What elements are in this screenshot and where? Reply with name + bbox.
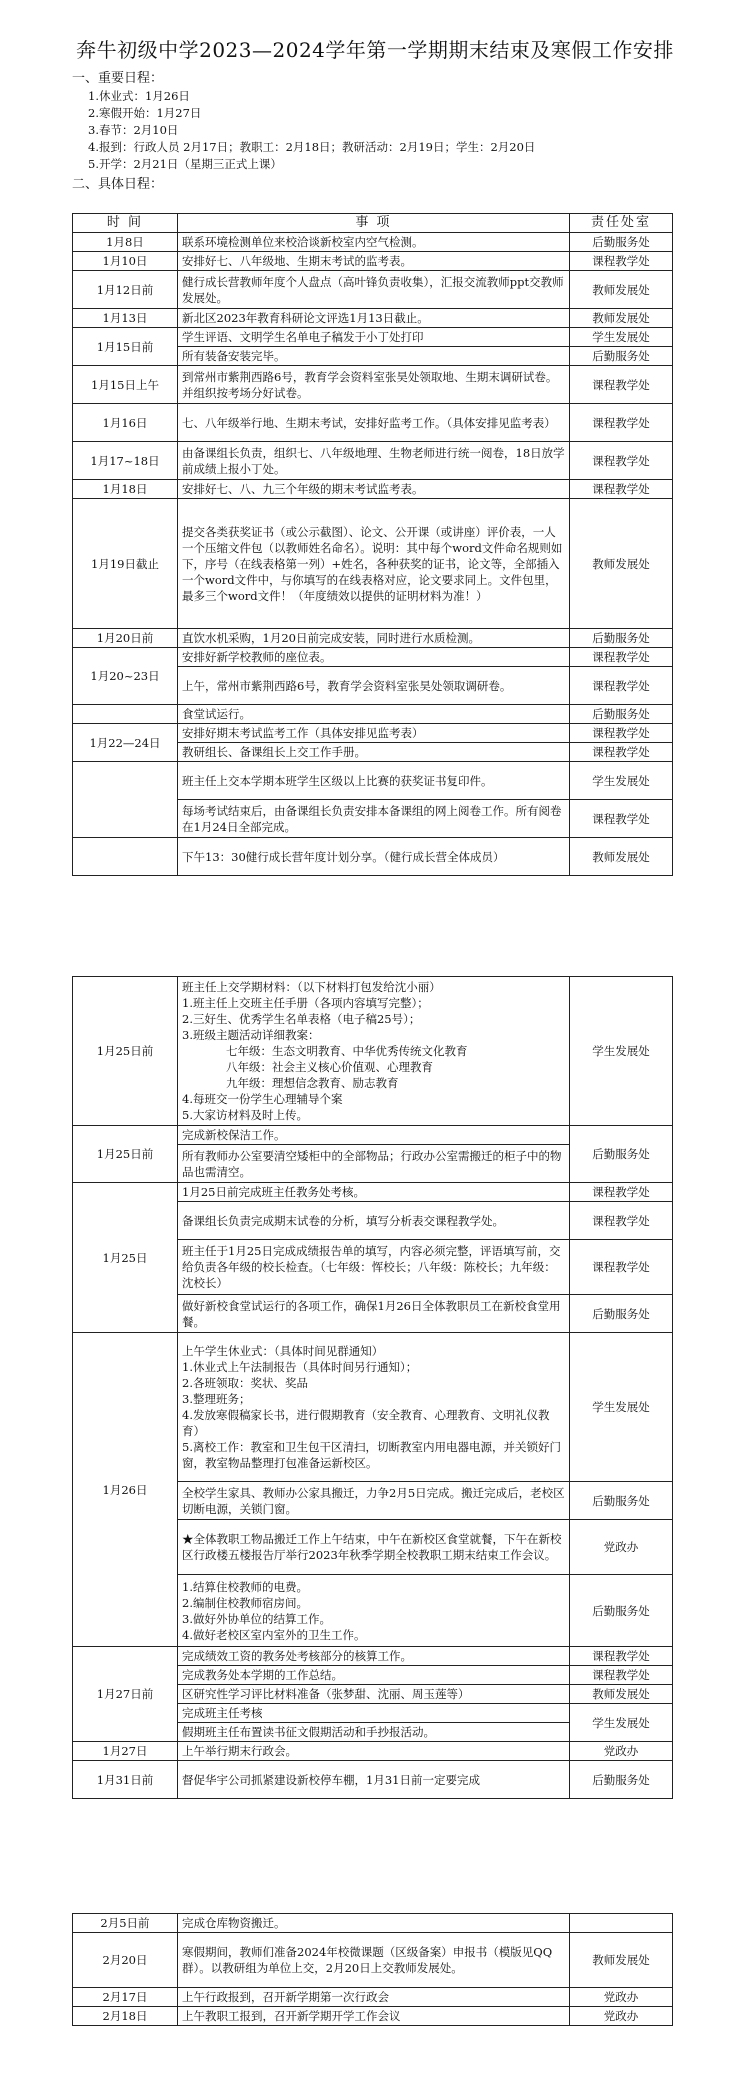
- schedule-item: 1.休业式：1月26日: [88, 89, 190, 103]
- row-dept: 学生发展处: [570, 1704, 673, 1742]
- row-time: 1月20~23日: [73, 648, 178, 705]
- item-line: 完成班主任考核: [182, 1706, 263, 1720]
- table-row: [73, 499, 673, 629]
- item-line: 完成仓库物资搬迁。: [182, 1916, 286, 1930]
- row-dept: 教师发展处: [570, 838, 673, 876]
- item-line: 班主任上交学期材料：（以下材料打包发给沈小丽）: [182, 980, 441, 994]
- item-line: 1月25日前完成班主任教务处考核。: [182, 1185, 365, 1199]
- row-time: 1月22—24日: [73, 724, 178, 762]
- item-line: 每场考试结束后，由备课组长负责安排本备课组的网上阅卷工作。所有阅卷在1月24日全部完成。: [182, 803, 562, 834]
- item-line: 七年级：生态文明教育、中华优秀传统文化教育: [226, 1044, 468, 1058]
- row-dept: 课程教学处: [570, 1202, 673, 1240]
- row-dept: 后勤服务处: [570, 1575, 673, 1647]
- item-line: 4.每班交一份学生心理辅导个案: [182, 1092, 343, 1106]
- item-line: 上午，常州市紫荆西路6号，教育学会资料室张昊处领取调研卷。: [182, 678, 512, 693]
- row-item: [178, 1988, 570, 2007]
- item-line: 2.各班领取：奖状、奖品: [182, 1376, 308, 1390]
- row-time: [73, 838, 178, 876]
- row-item: [178, 366, 570, 404]
- item-line: 上午教职工报到，召开新学期开学工作会议: [182, 2009, 401, 2023]
- table-row: [73, 480, 673, 499]
- item-line: 2.三好生、优秀学生名单表格（电子稿25号）；: [182, 1012, 421, 1026]
- row-time: [73, 762, 178, 838]
- item-line: 七、八年级举行地、生期末考试，安排好监考工作。（具体安排见监考表）: [182, 415, 556, 430]
- row-item: [178, 1333, 570, 1482]
- row-item: [178, 724, 570, 743]
- item-line: 教研组长、备课组长上交工作手册。: [182, 745, 366, 759]
- row-dept: 后勤服务处: [570, 629, 673, 648]
- row-item: [178, 480, 570, 499]
- table-row: [73, 404, 673, 442]
- item-line: 3.做好外协单位的结算工作。: [182, 1611, 331, 1626]
- row-dept: 课程教学处: [570, 480, 673, 499]
- row-dept: 教师发展处: [570, 271, 673, 309]
- row-item: [178, 1761, 570, 1799]
- row-item: [178, 1482, 570, 1520]
- table-header-row: [73, 214, 673, 233]
- item-line: 班主任于1月25日完成成绩报告单的填写，内容必须完整，评语填写前，交给负责各年级的校长检查。（七年级：恽校长；八年级：陈校长；九年级：沈校长）: [182, 1244, 561, 1290]
- row-time: 2月20日: [73, 1933, 178, 1988]
- row-dept: 党政办: [570, 1742, 673, 1761]
- item-line: 4.做好老校区室内室外的卫生工作。: [182, 1627, 366, 1642]
- row-item: [178, 1520, 570, 1575]
- table-row: [73, 366, 673, 404]
- row-item: [178, 1202, 570, 1240]
- row-item: [178, 1240, 570, 1295]
- item-line: 直饮水机采购，1月20日前完成安装，同时进行水质检测。: [182, 631, 480, 645]
- table-row: [73, 252, 673, 271]
- item-line: 健行成长营教师年度个人盘点（高叶锋负责收集），汇报交流教师ppt交教师发展处。: [182, 274, 564, 305]
- row-item: [178, 2007, 570, 2026]
- row-dept: [570, 1914, 673, 1933]
- row-item: [178, 309, 570, 328]
- table-row: [73, 271, 673, 309]
- row-dept: 课程教学处: [570, 667, 673, 705]
- row-dept: 后勤服务处: [570, 233, 673, 252]
- table-row: [73, 1914, 673, 1933]
- item-line: 九年级：理想信念教育、励志教育: [226, 1076, 399, 1090]
- item-line: 寒假期间，教师们准备2024年校微课题（区级备案）申报书（模版见QQ群）。以教研组为单位上交，2月20日上交教师发展处。: [182, 1945, 553, 1975]
- row-dept: 教师发展处: [570, 1685, 673, 1704]
- row-item: [178, 1145, 570, 1183]
- item-line: 食堂试运行。: [182, 707, 251, 721]
- row-item: [178, 1183, 570, 1202]
- row-dept: 课程教学处: [570, 1666, 673, 1685]
- table-row: [73, 629, 673, 648]
- row-dept: 教师发展处: [570, 499, 673, 629]
- item-line: 4.发放寒假稿家长书，进行假期教育（安全教育、心理教育、文明礼仪教育）: [182, 1408, 550, 1438]
- row-dept: 课程教学处: [570, 366, 673, 404]
- row-time: 1月17~18日: [73, 442, 178, 480]
- row-dept: 后勤服务处: [570, 1761, 673, 1799]
- table-row: [73, 1333, 673, 1482]
- row-item: [178, 800, 570, 838]
- item-line: 下午13：30健行成长营年度计划分享。（健行成长营全体成员）: [182, 849, 505, 864]
- row-dept: 课程教学处: [570, 404, 673, 442]
- header-time: 时 间: [73, 214, 178, 233]
- row-dept: 学生发展处: [570, 1333, 673, 1482]
- item-line: ★全体教职工物品搬迁工作上午结束，中午在新校区食堂就餐，下午在新校区行政楼五楼报告厅举行2023年秋季学期全校教职工期末结束工作会议。: [182, 1532, 562, 1562]
- schedule-item: 3.春节：2月10日: [88, 123, 179, 137]
- table-row: [73, 2007, 673, 2026]
- row-item: [178, 442, 570, 480]
- row-item: [178, 252, 570, 271]
- row-item: [178, 977, 570, 1126]
- item-line: 提交各类获奖证书（或公示截图）、论文、公开课（或讲座）评价表，一人一个压缩文件包（以教师姓名命名）。说明：其中每个word文件命名规则如下，序号（在线表格第一列）+姓名，各种获奖的证书，论文等，全部插入一个word文件中，与你填写的在线表格对应，论文要求同上。文件包里，最多三个word文件！（年度绩效以提供的证明材料为准！）: [182, 524, 563, 603]
- document-title: 奔牛初级中学2023—2024学年第一学期期末结束及寒假工作安排: [76, 38, 674, 62]
- row-item: [178, 1933, 570, 1988]
- table-row: [73, 1761, 673, 1799]
- table-row: [73, 705, 673, 724]
- section-heading-important-dates: 一、重要日程：: [72, 71, 164, 86]
- item-line: 八年级：社会主义核心价值观、心理教育: [226, 1060, 433, 1074]
- item-line: 5.大家访材料及时上传。: [182, 1108, 308, 1122]
- row-time: 1月25日前: [73, 977, 178, 1126]
- item-line: 2.编制住校教师宿房间。: [182, 1595, 308, 1610]
- item-line: 3.整理班务；: [182, 1392, 251, 1406]
- row-item: [178, 1704, 570, 1723]
- item-line: 完成教务处本学期的工作总结。: [182, 1668, 343, 1682]
- item-line: 所有教师办公室要清空矮柜中的全部物品；行政办公室需搬迁的柜子中的物品也需清空。: [182, 1148, 562, 1179]
- schedule-item: 2.寒假开始：1月27日: [88, 106, 202, 120]
- row-time: 1月19日截止: [73, 499, 178, 629]
- row-time: 2月17日: [73, 1988, 178, 2007]
- row-item: [178, 233, 570, 252]
- row-item: [178, 404, 570, 442]
- row-time: 2月18日: [73, 2007, 178, 2026]
- schedule-table-part-3: [72, 1913, 673, 2026]
- table-row: [73, 977, 673, 1126]
- table-row: [73, 1742, 673, 1761]
- item-line: 安排好七、八、九三个年级的期末考试监考表。: [182, 482, 424, 496]
- row-item: [178, 1723, 570, 1742]
- table-row: [73, 309, 673, 328]
- item-line: 上午举行期末行政会。: [182, 1744, 297, 1758]
- schedule-item: 4.报到：行政人员 2月17日；教职工：2月18日；教研活动：2月19日；学生：2月20日: [88, 140, 536, 154]
- row-time: 1月10日: [73, 252, 178, 271]
- row-dept: 党政办: [570, 1988, 673, 2007]
- row-item: [178, 762, 570, 800]
- row-time: 1月27日: [73, 1742, 178, 1761]
- item-line: 到常州市紫荆西路6号，教育学会资料室张昊处领取地、生期末调研试卷。并组织按考场分好试卷。: [182, 369, 558, 400]
- table-row: [73, 1126, 673, 1145]
- row-item: [178, 838, 570, 876]
- row-dept: 课程教学处: [570, 743, 673, 762]
- row-item: [178, 1742, 570, 1761]
- row-time: 1月20日前: [73, 629, 178, 648]
- item-line: 上午行政报到，召开新学期第一次行政会: [182, 1990, 389, 2004]
- item-line: 新北区2023年教育科研论文评选1月13日截止。: [182, 311, 429, 325]
- row-item: [178, 1685, 570, 1704]
- row-item: [178, 1575, 570, 1647]
- table-row: [73, 1183, 673, 1202]
- table-row: [73, 442, 673, 480]
- row-dept: 后勤服务处: [570, 1482, 673, 1520]
- schedule-table-part-2: [72, 976, 673, 1799]
- row-dept: 后勤服务处: [570, 1295, 673, 1333]
- item-line: 督促华宇公司抓紧建设新校停车棚，1月31日前一定要完成: [182, 1772, 480, 1787]
- row-item: [178, 1647, 570, 1666]
- row-time: 1月13日: [73, 309, 178, 328]
- row-item: [178, 1666, 570, 1685]
- row-item: [178, 667, 570, 705]
- item-line: 1.休业式上午法制报告（具体时间另行通知）；: [182, 1360, 418, 1374]
- item-line: 由备课组长负责，组织七、八年级地理、生物老师进行统一阅卷，18日放学前成绩上报小丁处。: [182, 445, 565, 476]
- row-dept: 后勤服务处: [570, 705, 673, 724]
- table-row: [73, 1988, 673, 2007]
- table-row: [73, 762, 673, 800]
- row-dept: 教师发展处: [570, 1933, 673, 1988]
- item-line: 5.离校工作：教室和卫生包干区清扫，切断教室内用电器电源，并关锁好门窗，教室物品整理打包准备运新校区。: [182, 1440, 561, 1470]
- row-dept: 课程教学处: [570, 724, 673, 743]
- item-line: 区研究性学习评比材料准备（张梦甜、沈丽、周玉莲等）: [182, 1687, 470, 1701]
- table-row: [73, 648, 673, 667]
- item-line: 1.结算住校教师的电费。: [182, 1579, 308, 1594]
- row-dept: 后勤服务处: [570, 347, 673, 366]
- row-dept: 课程教学处: [570, 648, 673, 667]
- item-line: 班主任上交本学期本班学生区级以上比赛的获奖证书复印件。: [182, 773, 493, 788]
- table-row: [73, 724, 673, 743]
- table-row: [73, 1647, 673, 1666]
- row-time: 1月16日: [73, 404, 178, 442]
- row-time: 1月12日前: [73, 271, 178, 309]
- table-row: [73, 1933, 673, 1988]
- item-line: 假期班主任布置读书征文假期活动和手抄报活动。: [182, 1725, 435, 1739]
- item-line: 备课组长负责完成期末试卷的分析，填写分析表交课程教学处。: [182, 1213, 504, 1228]
- row-dept: 教师发展处: [570, 309, 673, 328]
- row-dept: 学生发展处: [570, 977, 673, 1126]
- row-item: [178, 705, 570, 724]
- row-dept: 党政办: [570, 1520, 673, 1575]
- row-dept: 党政办: [570, 2007, 673, 2026]
- row-dept: 课程教学处: [570, 1183, 673, 1202]
- row-item: [178, 648, 570, 667]
- item-line: 所有装备安装完毕。: [182, 349, 286, 363]
- row-time: 1月15日上午: [73, 366, 178, 404]
- header-dept: 责任处室: [570, 214, 673, 233]
- row-dept: 后勤服务处: [570, 1126, 673, 1183]
- schedule-table-part-1: [72, 213, 673, 876]
- row-item: [178, 1295, 570, 1333]
- item-line: 安排好新学校教师的座位表。: [182, 650, 332, 664]
- row-dept: 课程教学处: [570, 800, 673, 838]
- row-time: 1月25日: [73, 1183, 178, 1333]
- item-line: 联系环境检测单位来校洽谈新校室内空气检测。: [182, 235, 424, 249]
- row-time: 1月27日前: [73, 1647, 178, 1742]
- row-time: 1月18日: [73, 480, 178, 499]
- item-line: 做好新校食堂试运行的各项工作，确保1月26日全体教职员工在新校食堂用餐。: [182, 1298, 561, 1329]
- table-row: [73, 328, 673, 347]
- row-time: 1月8日: [73, 233, 178, 252]
- row-dept: 课程教学处: [570, 1647, 673, 1666]
- row-item: [178, 347, 570, 366]
- item-line: 安排好七、八年级地、生期末考试的监考表。: [182, 254, 412, 268]
- row-item: [178, 629, 570, 648]
- table-row: [73, 233, 673, 252]
- item-line: 安排好期末考试监考工作（具体安排见监考表）: [182, 726, 424, 740]
- row-dept: 课程教学处: [570, 442, 673, 480]
- schedule-item: 5.开学：2月21日（星期三正式上课）: [88, 157, 282, 171]
- section-heading-detailed-schedule: 二、具体日程：: [72, 177, 164, 192]
- row-dept: 学生发展处: [570, 328, 673, 347]
- item-line: 上午学生休业式：（具体时间见群通知）: [182, 1344, 384, 1358]
- row-time: 1月26日: [73, 1333, 178, 1647]
- row-item: [178, 743, 570, 762]
- row-time: 2月5日前: [73, 1914, 178, 1933]
- item-line: 完成绩效工资的教务处考核部分的核算工作。: [182, 1649, 412, 1663]
- row-item: [178, 499, 570, 629]
- row-time: 1月31日前: [73, 1761, 178, 1799]
- item-line: 3.班级主题活动详细教案：: [182, 1028, 320, 1042]
- item-line: 完成新校保洁工作。: [182, 1128, 286, 1142]
- header-item: 事 项: [178, 214, 570, 233]
- row-time: 1月25日前: [73, 1126, 178, 1183]
- item-line: 全校学生家具、教师办公家具搬迁，力争2月5日完成。搬迁完成后，老校区切断电源，关锁门窗。: [182, 1485, 565, 1516]
- row-item: [178, 1914, 570, 1933]
- row-time: 1月15日前: [73, 328, 178, 366]
- row-item: [178, 271, 570, 309]
- row-dept: 学生发展处: [570, 762, 673, 800]
- row-dept: 课程教学处: [570, 1240, 673, 1295]
- item-line: 1.班主任上交班主任手册（各项内容填写完整）；: [182, 996, 429, 1010]
- row-item: [178, 1126, 570, 1145]
- table-row: [73, 838, 673, 876]
- row-dept: 课程教学处: [570, 252, 673, 271]
- item-line: 学生评语、文明学生名单电子稿发于小丁处打印: [182, 330, 424, 344]
- row-item: [178, 328, 570, 347]
- row-time: [73, 705, 178, 724]
